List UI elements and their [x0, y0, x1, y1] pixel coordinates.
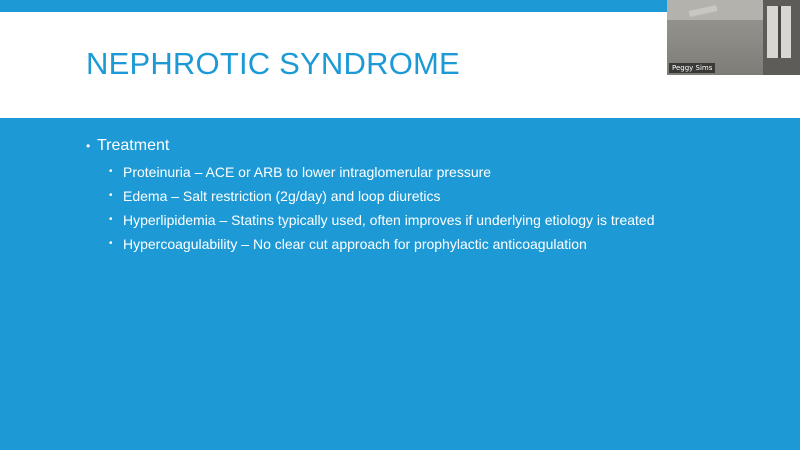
sub-bullet-text: Edema – Salt restriction (2g/day) and loop diuretics	[123, 188, 441, 204]
sub-bullet-marker-icon: •	[109, 190, 113, 201]
sub-bullet-marker-icon: •	[109, 166, 113, 177]
participant-video-tile[interactable]	[667, 0, 800, 75]
slide-title: NEPHROTIC SYNDROME	[86, 46, 460, 81]
slide-bullet-list	[86, 136, 655, 256]
sub-bullet-proteinuria	[97, 160, 655, 184]
bullet-marker-icon: •	[86, 139, 91, 153]
sub-bullet-text: Hypercoagulability – No clear cut approach for prophylactic anticoagulation	[123, 236, 587, 252]
sub-bullet-marker-icon: •	[109, 214, 113, 225]
sub-bullet-edema	[97, 184, 655, 208]
sub-bullet-list	[97, 160, 655, 256]
bullet-label: Treatment	[97, 137, 170, 154]
bullet-treatment	[86, 136, 655, 256]
sub-bullet-text: Proteinuria – ACE or ARB to lower intraglomerular pressure	[123, 164, 492, 180]
sub-bullet-hypercoagulability	[97, 232, 655, 256]
sub-bullet-marker-icon: •	[109, 238, 113, 249]
sub-bullet-text: Hyperlipidemia – Statins typically used, often improves if underlying etiology is treated	[123, 212, 655, 228]
sub-bullet-hyperlipidemia	[97, 208, 655, 232]
video-window-frame	[778, 6, 781, 58]
participant-name-label: Peggy Sims	[669, 63, 715, 73]
